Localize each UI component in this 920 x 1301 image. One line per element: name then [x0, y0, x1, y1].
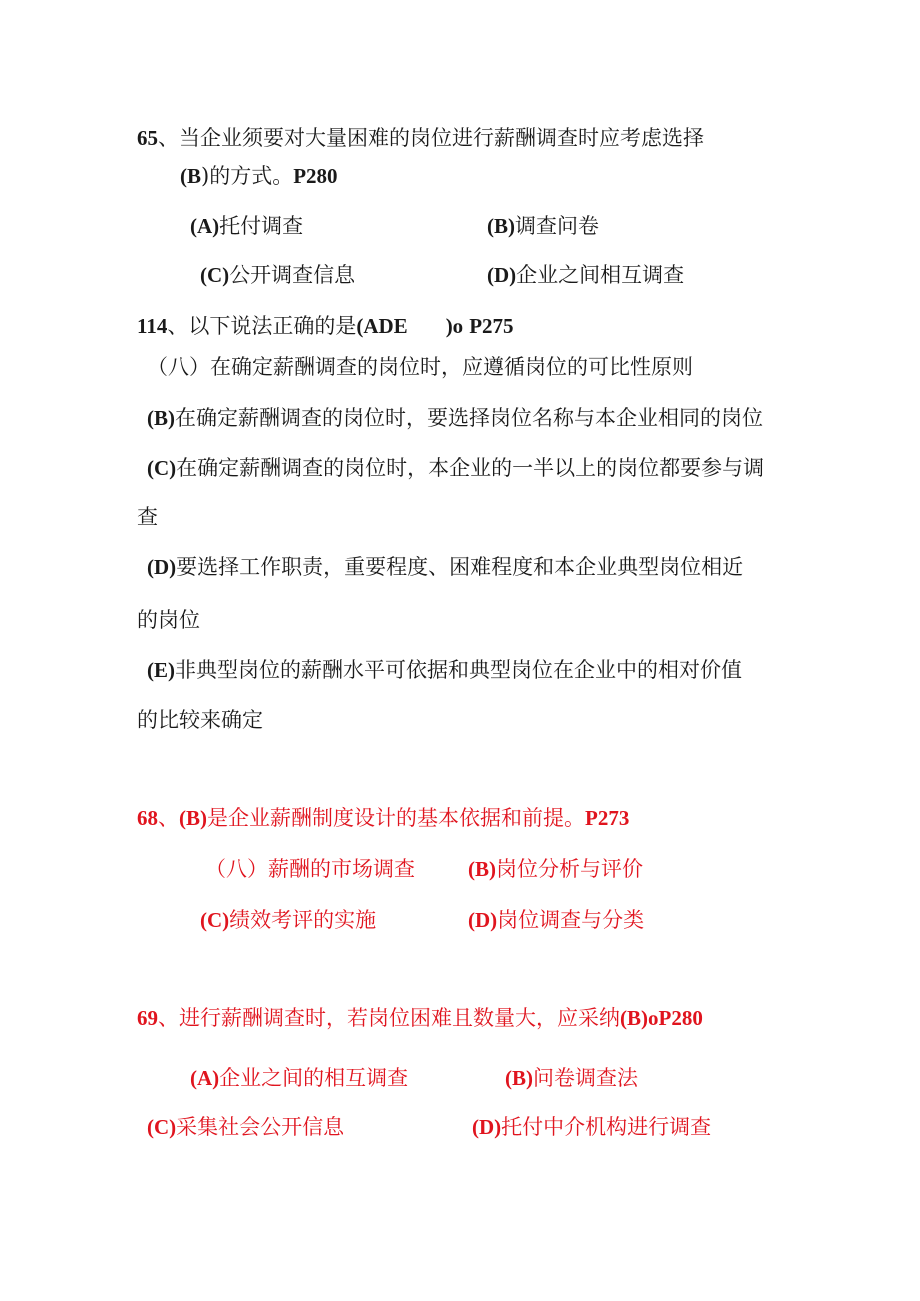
- q114-option-e: [147, 656, 742, 684]
- q65-answer: (B: [180, 164, 201, 188]
- option-text: 企业之间的相互调查: [219, 1066, 409, 1090]
- q68-question: 是企业薪酬制度设计的基本依据和前提。: [207, 806, 585, 830]
- option-letter: (B): [468, 857, 496, 881]
- q114-option-c-continued: 查: [137, 505, 158, 529]
- option-letter: (D): [468, 908, 498, 932]
- q114-option-d: [147, 553, 743, 581]
- q114-option-c: [147, 454, 764, 482]
- q69-stem: [137, 1004, 703, 1032]
- q69-number: 69: [137, 1006, 158, 1030]
- q114-question: 、以下说法正确的是: [167, 314, 357, 338]
- option-text: 公开调查信息: [229, 263, 356, 287]
- q114-option-d-continued: 的岗位: [137, 608, 200, 632]
- q65-stem-line2: [180, 162, 338, 190]
- q68-stem: 68、(B)是企业薪酬制度设计的基本依据和前提。P273: [137, 806, 630, 830]
- option-text: 在确定薪酬调查的岗位时，本企业的一半以上的岗位都要参与调: [176, 456, 765, 480]
- q65-stem-line1: [137, 124, 704, 152]
- q68-option-c: [200, 906, 376, 934]
- q68-answer: (B): [179, 806, 207, 830]
- q114-option-a: [147, 353, 693, 381]
- option-text: 调查问卷: [515, 214, 599, 238]
- option-letter: (C): [200, 908, 230, 932]
- option-text: 企业之间相互调查: [516, 263, 685, 287]
- q69-option-a: [190, 1064, 408, 1092]
- option-letter: (C): [200, 263, 230, 287]
- q114-option-b: [147, 404, 763, 432]
- option-letter: (E): [147, 658, 175, 682]
- option-letter: (D): [147, 555, 177, 579]
- option-text: 岗位分析与评价: [496, 857, 643, 881]
- q65-option-b: [487, 212, 599, 240]
- option-text: 托付中介机构进行调查: [501, 1115, 712, 1139]
- q69-option-c: [147, 1113, 344, 1141]
- option-letter: (C): [147, 1115, 177, 1139]
- option-letter: (A): [190, 214, 220, 238]
- q65-number: 65: [137, 126, 158, 150]
- q114-answer: (ADE: [356, 314, 408, 338]
- option-text: 采集社会公开信息: [176, 1115, 345, 1139]
- option-letter: (D): [487, 263, 517, 287]
- option-text: 要选择工作职责，重要程度、困难程度和本企业典型岗位相近: [176, 555, 744, 579]
- q68-number: 68: [137, 806, 158, 830]
- option-letter: (B): [505, 1066, 533, 1090]
- q69-option-d: [472, 1113, 711, 1141]
- q68-option-b: [468, 855, 643, 883]
- option-letter: (D): [472, 1115, 502, 1139]
- q65-option-a: [190, 212, 303, 240]
- q69-option-b: [505, 1064, 638, 1092]
- option-letter: (B): [147, 406, 175, 430]
- q69-question: 、进行薪酬调查时，若岗位困难且数量大，应采纳: [158, 1006, 620, 1030]
- option-text: 在确定薪酬调查的岗位时，要选择岗位名称与本企业相同的岗位: [175, 406, 763, 430]
- q114-close: )o: [445, 314, 464, 338]
- option-text: （八）薪酬的市场调查: [205, 857, 415, 881]
- q65-question-line2: )的方式。: [201, 164, 294, 188]
- q65-option-d: [487, 261, 684, 289]
- option-letter: (A): [190, 1066, 220, 1090]
- q68-option-a: [205, 855, 415, 883]
- option-text: 问卷调查法: [533, 1066, 638, 1090]
- q65-question-line1: 、当企业须要对大量困难的岗位进行薪酬调查时应考虑选择: [158, 126, 704, 150]
- option-text: 岗位调查与分类: [497, 908, 645, 932]
- option-text: 绩效考评的实施: [229, 908, 377, 932]
- option-text: 非典型岗位的薪酬水平可依据和典型岗位在企业中的相对价值: [175, 658, 742, 682]
- q69-page-ref: P280: [658, 1006, 703, 1030]
- option-text: （八）在确定薪酬调查的岗位时，应遵循岗位的可比性原则: [147, 355, 693, 379]
- q114-option-e-continued: 的比较来确定: [137, 708, 263, 732]
- q68-option-d: [468, 906, 644, 934]
- option-letter: (B): [487, 214, 515, 238]
- q65-page-ref: P280: [293, 164, 338, 188]
- option-letter: (C): [147, 456, 177, 480]
- q114-page-ref: P275: [469, 314, 514, 338]
- option-text: 托付调查: [219, 214, 304, 238]
- q114-stem: [137, 312, 514, 340]
- q65-option-c: [200, 261, 355, 289]
- q68-page-ref: P273: [585, 806, 630, 830]
- q114-number: 114: [137, 314, 168, 338]
- q69-answer: (B)o: [620, 1006, 659, 1030]
